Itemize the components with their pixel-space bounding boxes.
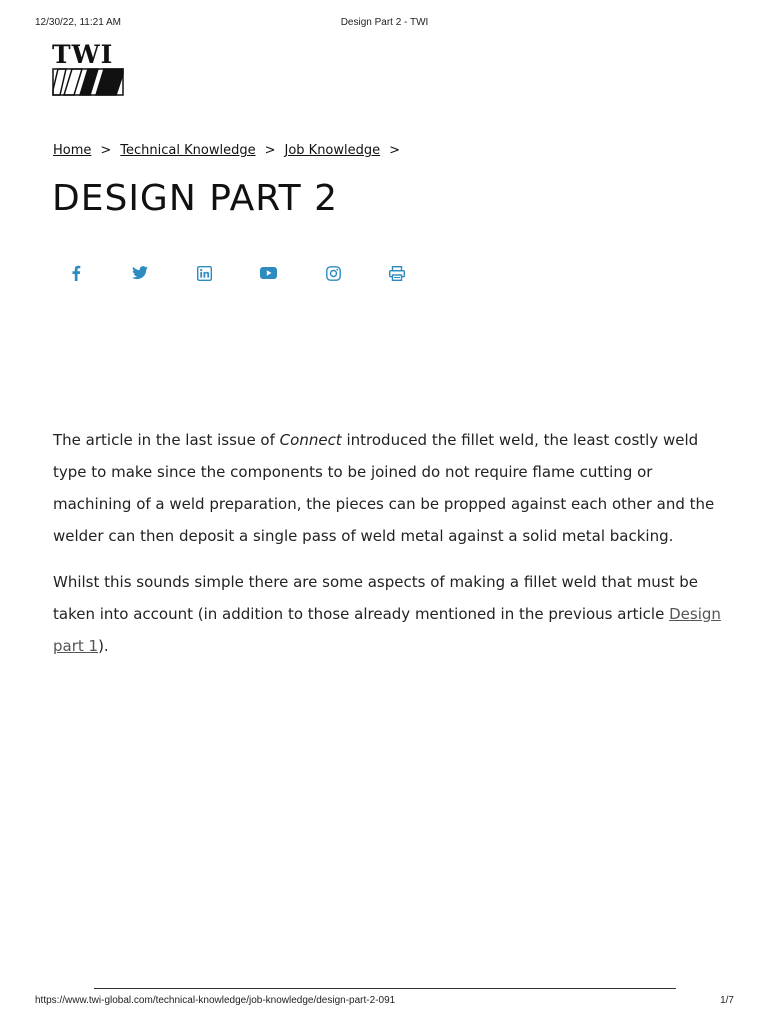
paragraph-text: ). bbox=[98, 637, 109, 655]
design-part-1-link[interactable]: Design part 1 bbox=[53, 605, 721, 655]
article-body bbox=[53, 424, 721, 676]
twitter-icon[interactable] bbox=[130, 263, 150, 283]
footer-divider bbox=[94, 988, 676, 989]
linkedin-icon[interactable] bbox=[194, 263, 214, 283]
print-document-title: Design Part 2 - TWI bbox=[340, 17, 429, 28]
print-datetime: 12/30/22, 11:21 AM bbox=[35, 17, 121, 28]
breadcrumb-job-knowledge-link[interactable]: Job Knowledge bbox=[284, 143, 381, 158]
publication-name: Connect bbox=[279, 431, 342, 449]
paragraph-text: Whilst this sounds simple there are some aspects of making a fillet weld that must be taken into account (in addition to those already mentioned in the previous article bbox=[53, 573, 699, 623]
breadcrumb bbox=[53, 143, 409, 158]
breadcrumb-home-link[interactable]: Home bbox=[53, 143, 92, 158]
print-page-number: 1/7 bbox=[720, 995, 734, 1006]
article-paragraph bbox=[53, 566, 721, 662]
paragraph-text: introduced the fillet weld, the least costly weld type to make since the components to be joined do not require flame cutting or machining of a weld preparation, the pieces can be propped against each other and the welder can then deposit a single pass of weld metal against a solid metal backing. bbox=[53, 431, 715, 545]
article-paragraph bbox=[53, 424, 721, 552]
page-title: DESIGN PART 2 bbox=[52, 178, 338, 219]
facebook-icon[interactable] bbox=[66, 263, 86, 283]
logo-text: TWI bbox=[52, 40, 114, 69]
print-url: https://www.twi-global.com/technical-knowledge/job-knowledge/design-part-2-091 bbox=[35, 995, 396, 1006]
logo-stripes-icon bbox=[52, 68, 124, 96]
breadcrumb-separator: > bbox=[100, 143, 112, 158]
print-icon[interactable] bbox=[387, 263, 407, 283]
instagram-icon[interactable] bbox=[323, 263, 343, 283]
breadcrumb-separator: > bbox=[264, 143, 276, 158]
twi-logo[interactable] bbox=[52, 42, 126, 98]
paragraph-text: The article in the last issue of bbox=[53, 431, 280, 449]
breadcrumb-separator: > bbox=[389, 143, 401, 158]
breadcrumb-technical-knowledge-link[interactable]: Technical Knowledge bbox=[120, 143, 256, 158]
print-header bbox=[35, 17, 734, 31]
youtube-icon[interactable] bbox=[258, 263, 278, 283]
